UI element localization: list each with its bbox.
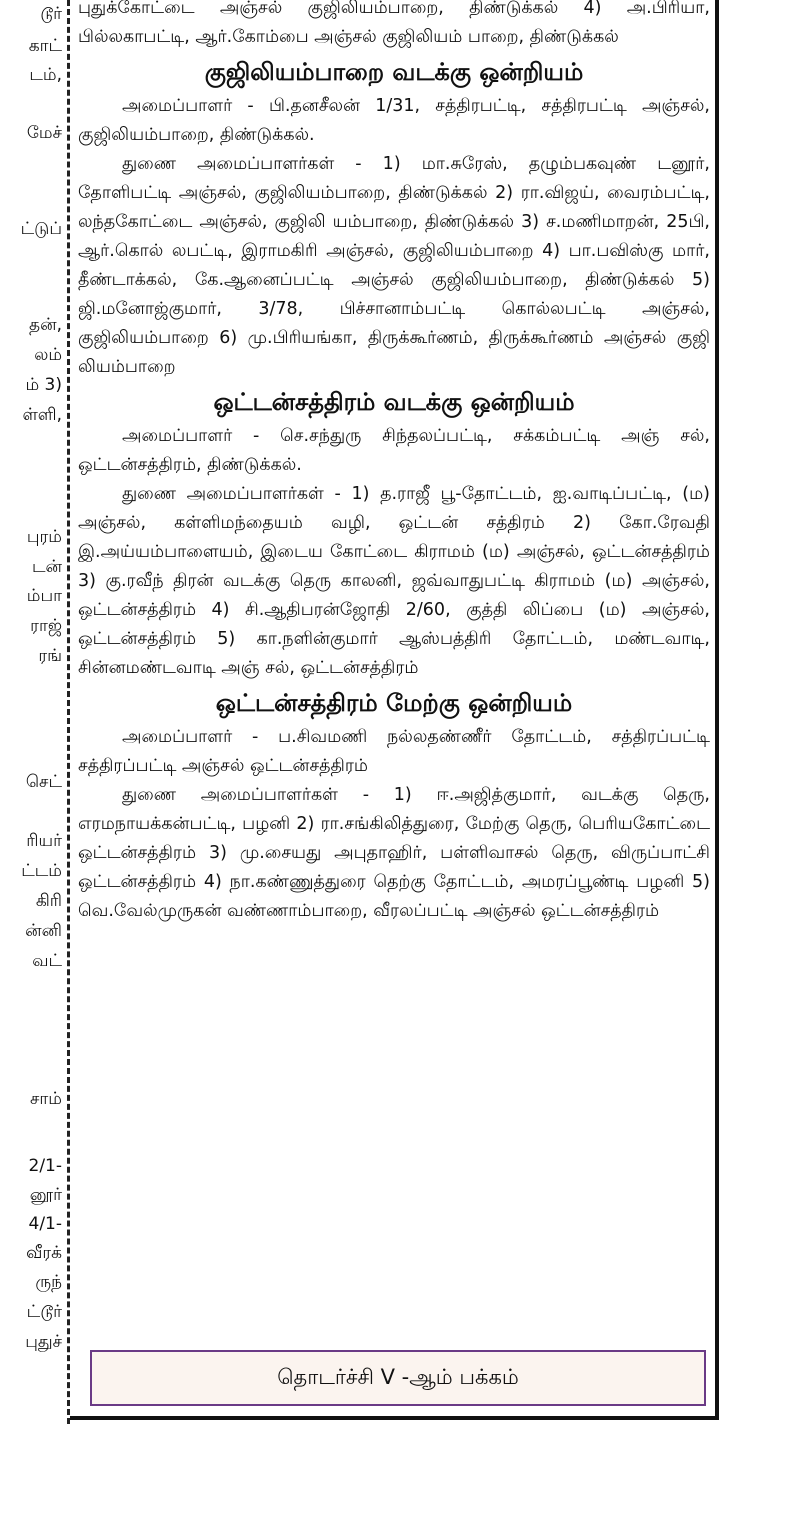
left-fragment: ருந் [35, 1272, 62, 1292]
section-heading: ஒட்டன்சத்திரம் வடக்கு ஒன்றியம் [213, 387, 575, 416]
left-fragment: ராஜ் [30, 616, 62, 636]
continuation-label: தொடர்ச்சி V -ஆம் பக்கம் [277, 1364, 519, 1389]
article-body [78, 0, 710, 926]
left-fragment: தன், [29, 315, 62, 335]
left-fragment: ள்ளி, [22, 405, 62, 425]
left-fragment: காட் [28, 36, 62, 56]
continuation-box [90, 1350, 706, 1406]
left-fragment: மேச் [26, 123, 62, 143]
left-fragment: டூர் [40, 4, 62, 24]
deputies-text: துணை அமைப்பாளர்கள் - 1) ஈ.அஜித்குமார், வடக்கு தெரு, எரமநாயக்கன்பட்டி, பழனி 2) ரா.சங்கிலித்துரை, மேற்கு தெரு, பெரியகோட்டை ஒட்டன்சத்திரம் 3) மு.சையது அபுதாஹிர், பள்ளிவாசல் தெரு, விருப்பாட்சி ஒட்டன்சத்திரம் 4) நா.கண்ணுத்துரை தெற்கு தோட்டம், அமரப்பூண்டி பழனி 5) வெ.வேல்முருகன் வண்ணாம்பாறை, வீரலப்பட்டி அஞ்சல் ஒட்டன்சத்திரம் [78, 785, 710, 921]
article-column [70, 0, 719, 1420]
left-fragment: டன் [31, 557, 62, 577]
left-fragment: புதுச் [25, 1332, 62, 1352]
left-fragment: ட்டம் [21, 861, 62, 881]
left-fragment: னூர் [29, 1185, 62, 1205]
left-fragment: 2/1- [28, 1156, 62, 1176]
left-fragment: சாம் [30, 1089, 62, 1109]
left-fragment: வட் [32, 951, 62, 971]
left-fragment: கிரி [35, 891, 62, 911]
left-fragment: 4/1- [28, 1214, 62, 1234]
organizer-text: அமைப்பாளர் - செ.சந்துரு சிந்தலப்பட்டி, சக்கம்பட்டி அஞ் சல், ஒட்டன்சத்திரம், திண்டுக்கல். [78, 426, 710, 475]
left-fragment: ட்டுப் [20, 219, 62, 239]
left-fragment: ம்பா [26, 586, 62, 606]
left-fragment: வீரக் [26, 1243, 62, 1263]
left-fragment: ட்டூர் [26, 1302, 62, 1322]
organizer-text: அமைப்பாளர் - பி.தனசீலன் 1/31, சத்திரபட்டி, சத்திரபட்டி அஞ்சல், குஜிலியம்பாறை, திண்டுக்கல். [78, 96, 710, 145]
left-fragment: டம், [29, 65, 62, 85]
organizer-text: அமைப்பாளர் - ப.சிவமணி நல்லதண்ணீர் தோட்டம், சத்திரப்பட்டி சத்திரப்பட்டி அஞ்சல் ஒட்டன்சத்திரம் [78, 727, 710, 776]
section-heading: குஜிலியம்பாறை வடக்கு ஒன்றியம் [204, 57, 584, 86]
deputies-text: துணை அமைப்பாளர்கள் - 1) மா.சுரேஸ், தழும்பகவுண் டனூர், தோளிபட்டி அஞ்சல், குஜிலியம்பாறை, திண்டுக்கல் 2) ரா.விஜய், வைரம்பட்டி, லந்தகோட்டை அஞ்சல், குஜிலி யம்பாறை, திண்டுக்கல் 3) ச.மணிமாறன், 25பி, ஆர்.கொல் லபட்டி, இராமகிரி அஞ்சல், குஜிலியம்பாறை 4) பா.பவிஸ்கு மார், தீண்டாக்கல், கே.ஆனைப்பட்டி அஞ்சல் குஜிலியம்பாறை, திண்டுக்கல் 5) ஜி.மனோஜ்குமார், 3/78, பிச்சானாம்பட்டி கொல்லபட்டி அஞ்சல், குஜிலியம்பாறை 6) மு.பிரியங்கா, திருக்கூர்ணம், திருக்கூர்ணம் அஞ்சல் குஜி லியம்பாறை [78, 154, 710, 377]
deputies-text: துணை அமைப்பாளர்கள் - 1) த.ராஜீ பூ-தோட்டம், ஐ.வாடிப்பட்டி, (ம) அஞ்சல், கள்ளிமந்தையம் வழி, ஒட்டன் சத்திரம் 2) கோ.ரேவதி இ.அய்யம்பாளையம், இடைய கோட்டை கிராமம் (ம) அஞ்சல், ஒட்டன்சத்திரம் 3) கு.ரவீந் திரன் வடக்கு தெரு காலனி, ஜவ்வாதுபட்டி கிராமம் (ம) அஞ்சல், ஒட்டன்சத்திரம் 4) சி.ஆதிபரன்ஜோதி 2/60, குத்தி லிப்பை (ம) அஞ்சல், ஒட்டன்சத்திரம் 5) கா.நளின்குமார் ஆஸ்பத்திரி தோட்டம், மண்டவாடி, சின்னமண்டவாடி அஞ் சல், ஒட்டன்சத்திரம் [78, 484, 710, 678]
left-fragment: ன்னி [25, 921, 62, 941]
left-fragment: புரம் [26, 527, 62, 547]
intro-text: புதுக்கோட்டை அஞ்சல் குஜிலியம்பாறை, திண்டுக்கல் 4) அ.பிரியா, பில்லகாபட்டி, ஆர்.கோம்பை அஞ்சல் குஜிலியம் பாறை, திண்டுக்கல் [78, 0, 710, 47]
section-heading: ஒட்டன்சத்திரம் மேற்கு ஒன்றியம் [215, 688, 573, 717]
left-column-cropped [0, 0, 62, 1424]
left-fragment: ரங் [38, 646, 62, 666]
left-fragment: செட் [25, 772, 62, 792]
left-fragment: ரியர் [26, 831, 62, 851]
left-fragment: லம் [34, 345, 62, 365]
left-fragment: ம் 3) [25, 375, 62, 395]
